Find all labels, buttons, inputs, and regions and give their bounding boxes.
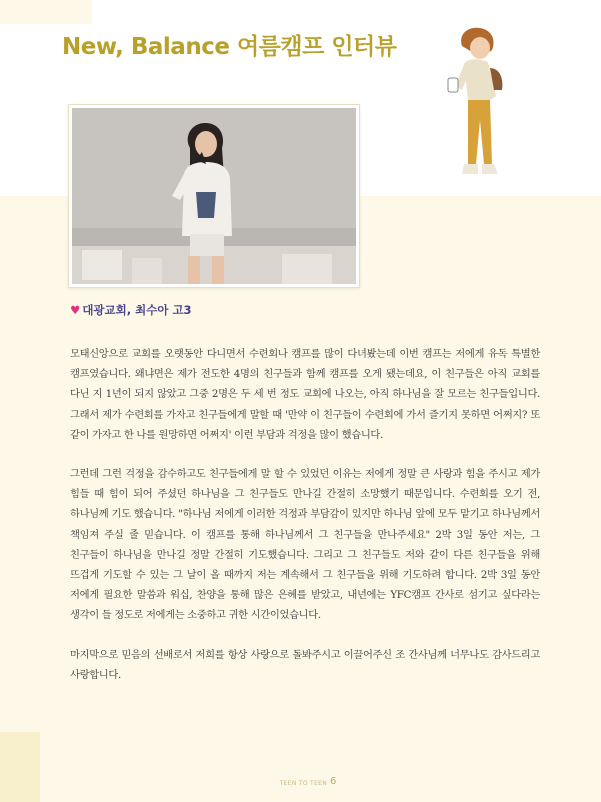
article-title: New, Balance 여름캠프 인터뷰 [62, 34, 397, 60]
body-paragraph-2: 그런데 그런 걱정을 감수하고도 친구들에게 말 할 수 있었던 이유는 저에게 정말 큰 사랑과 힘을 주시고 제가 힘들 때 힘이 되어 주셨던 하나님을 그 친구들도 만나길 간절히 소망했기 때문입니다. 수련회를 오기 전, 하나님께 기도 했습니다. "하나님 저에게 이러한 걱정과 부담감이 있지만 하나님 앞에 모두 맡기고 하나님께서 책임져 주실 줄 믿습니다. 이 캠프를 통해 하나님께서 그 친구들을 만나주세요" 2박 3일 동안 저는, 그 친구들이 하나님을 만나길 정말 간절히 기도했습니다. 그리고 그 친구들도 저와 같이 다른 친구들을 위해 뜨겁게 기도할 수 있는 그 날이 올 때까지 저는 계속해서 그 친구들을 위해 기도하려 합니다. 2박 3일 동안 저에게 필요한 말씀과 워십, 찬양을 통해 많은 은혜를 받았고, 내년에는 YFC캠프 간사로 섬기고 싶다라는 생각이 들 정도로 저에게는 소중하고 귀한 시간이었습니다. [70, 468, 540, 622]
character-illustration [438, 24, 512, 192]
interview-body [70, 344, 540, 704]
body-paragraph-1: 모태신앙으로 교회를 오랫동안 다니면서 수련회나 캠프를 많이 다녀봤는데 이번 캠프는 저에게 유독 특별한 캠프였습니다. 왜냐면은 제가 전도한 4명의 친구들과 함께 캠프를 오게 됐는데요, 이 친구들은 아직 교회를 다닌 지 1년이 되지 않았고 그중 2명은 두 세 번 정도 교회에 나오는, 아직 하나님을 잘 모르는 친구들입니다. 그래서 제가 수련회를 가자고 친구들에게 말할 때 '만약 이 친구들이 수련회에 가서 즐기지 못하면 어쩌지? 또 같이 가자고 한 나를 원망하면 어쩌지' 이런 부담과 걱정을 많이 했습니다. [70, 348, 540, 441]
heart-icon: ♥ [70, 303, 81, 317]
magazine-name: TEEN TO TEEN [279, 780, 327, 787]
corner-accent [0, 0, 92, 24]
page-number: 6 [330, 776, 337, 787]
interview-photo-frame [68, 104, 360, 288]
speaker-name: 대광교회, 최수아 고3 [82, 303, 192, 317]
interview-photo [72, 108, 356, 284]
bottom-left-accent [0, 732, 40, 802]
body-paragraph-3: 마지막으로 믿음의 선배로서 저희를 항상 사랑으로 돌봐주시고 이끌어주신 조 간사님께 너무나도 감사드리고 사랑합니다. [70, 648, 540, 681]
speaker-credit [70, 302, 192, 318]
